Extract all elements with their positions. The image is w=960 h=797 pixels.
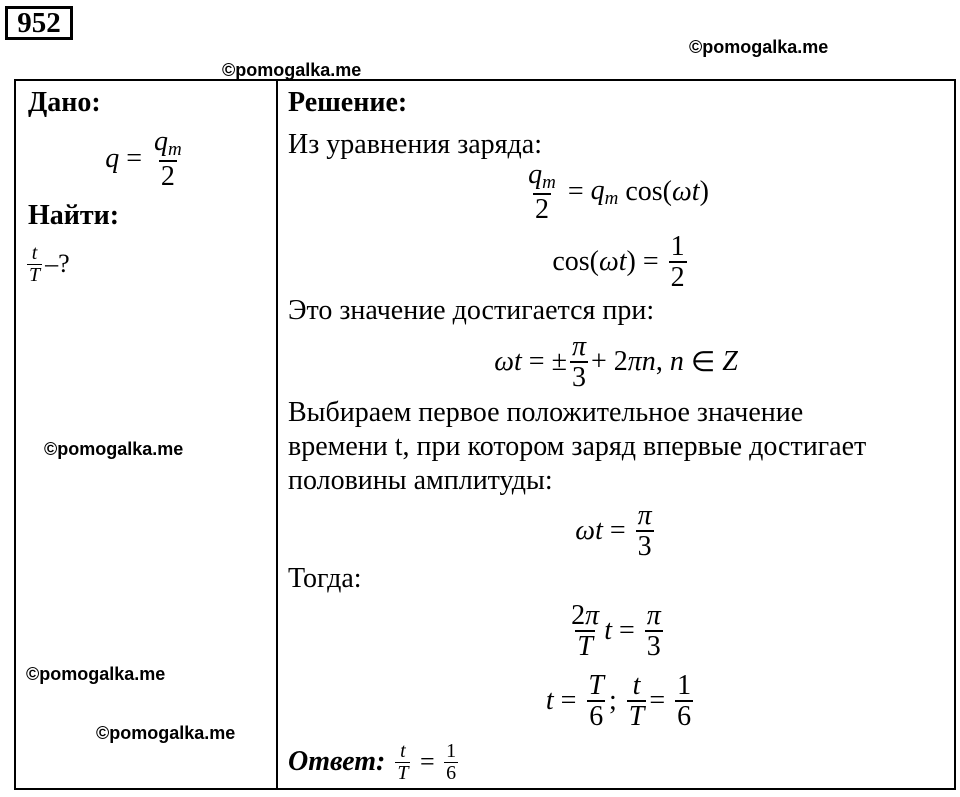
equation-period: $\frac{2\pi}{T}$ t = $\frac{\pi}{3}$ [571, 599, 661, 662]
watermark: ©pomogalka.me [44, 439, 184, 459]
equation-first: ωt = $\frac{\pi}{3}$ [575, 499, 652, 562]
find-quantity: $\frac{t}{T}$ –? [29, 241, 70, 286]
solution-heading: Решение: [288, 87, 408, 118]
watermark: ©pomogalka.me [222, 60, 362, 80]
equation-cos: cos( ωt ) = $\frac{1}{2}$ [552, 230, 685, 293]
solution-text: Это значение достигается при: [288, 295, 655, 326]
find-heading: Найти: [28, 200, 120, 231]
solution-text: времени t, при котором заряд впервые достигает [288, 431, 867, 462]
solution-text: Выбираем первое положительное значение [288, 397, 804, 428]
problem-number: 952 [5, 6, 73, 40]
column-divider [276, 81, 278, 788]
solution-text: Из уравнения заряда: [288, 129, 543, 160]
watermark: ©pomogalka.me [689, 37, 829, 57]
equation-charge: $\frac{q_m}{2}$ = $q_m$ cos( ωt ) [528, 158, 709, 225]
watermark: ©pomogalka.me [96, 723, 236, 743]
solution-table [14, 79, 956, 790]
given-heading: Дано: [28, 87, 101, 118]
given-formula: q = $\frac{q_m}{2}$ [105, 125, 182, 192]
solution-text: Тогда: [288, 563, 362, 594]
equation-general: ωt = ± $\frac{\pi}{3}$ + 2 πn , n ∈ Z [494, 330, 738, 393]
answer-label: Ответ: [288, 746, 386, 777]
solution-text: половины амплитуды: [288, 465, 553, 496]
equation-result: t = $\frac{T}{6}$ ; $\frac{t}{T}$ = $\frac{1}{6}$ [545, 669, 692, 732]
answer: Ответ: $\frac{t}{T}$ = $\frac{1}{6}$ [288, 739, 457, 784]
watermark: ©pomogalka.me [26, 664, 166, 684]
